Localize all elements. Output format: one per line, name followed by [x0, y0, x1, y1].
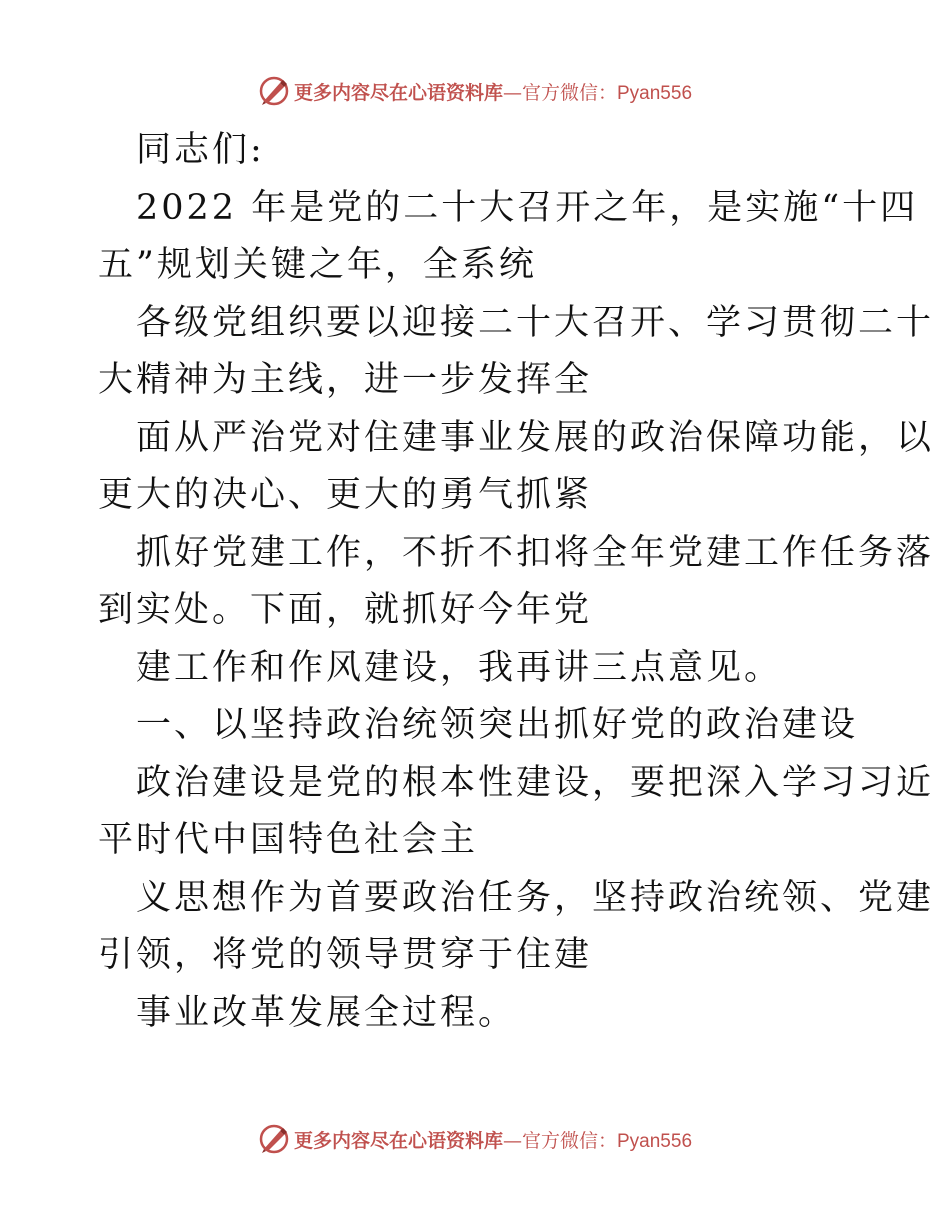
watermark-text — [294, 1126, 692, 1153]
watermark-wechat-id: Pyan556 — [617, 1130, 693, 1152]
paragraph-line: 一、以坚持政治统领突出抓好党的政治建设 — [136, 705, 859, 745]
watermark-suffix: 官方微信： — [521, 1129, 617, 1152]
paragraph-line: 各级党组织要以迎接二十大召开、学习贯彻二十 — [136, 302, 935, 343]
paragraph-line: 建工作和作风建设，我再讲三点意见。 — [136, 647, 783, 688]
watermark-wechat-id: Pyan556 — [617, 82, 693, 104]
paragraph-line: 大精神为主线，进一步发挥全 — [98, 360, 593, 400]
watermark-text — [294, 78, 692, 105]
paragraph-line: 到实处。下面，就抓好今年党 — [98, 590, 593, 630]
watermark-dash: — — [502, 1129, 522, 1152]
paragraph-line: 抓好党建工作，不折不扣将全年党建工作任务落 — [136, 532, 935, 573]
paragraph-line: 五”规划关键之年，全系统 — [98, 245, 537, 285]
document-body — [98, 122, 935, 1042]
paragraph-line: 同志们: — [136, 130, 265, 170]
paragraph-line: 政治建设是党的根本性建设，要把深入学习习近 — [136, 762, 935, 803]
paragraph-line: 面从严治党对住建事业发展的政治保障功能，以 — [136, 417, 935, 458]
footer-watermark — [0, 1119, 950, 1159]
paragraph-line: 2022 年是党的二十大召开之年，是实施“十四 — [136, 187, 919, 228]
paragraph-line: 平时代中国特色社会主 — [98, 820, 479, 860]
watermark-prefix: 更多内容尽在心语资料库 — [293, 1129, 503, 1152]
watermark-prefix: 更多内容尽在心语资料库 — [293, 81, 503, 104]
paragraph-line: 事业改革发展全过程。 — [136, 992, 517, 1033]
pen-logo-icon — [258, 1123, 290, 1155]
header-watermark — [0, 71, 950, 111]
paragraph-line: 更大的决心、更大的勇气抓紧 — [98, 475, 593, 515]
paragraph-line: 引领，将党的领导贯穿于住建 — [98, 935, 593, 975]
pen-logo-icon — [258, 75, 290, 107]
paragraph-line: 义思想作为首要政治任务，坚持政治统领、党建 — [136, 877, 935, 918]
watermark-dash: — — [502, 81, 522, 104]
watermark-suffix: 官方微信： — [521, 81, 617, 104]
